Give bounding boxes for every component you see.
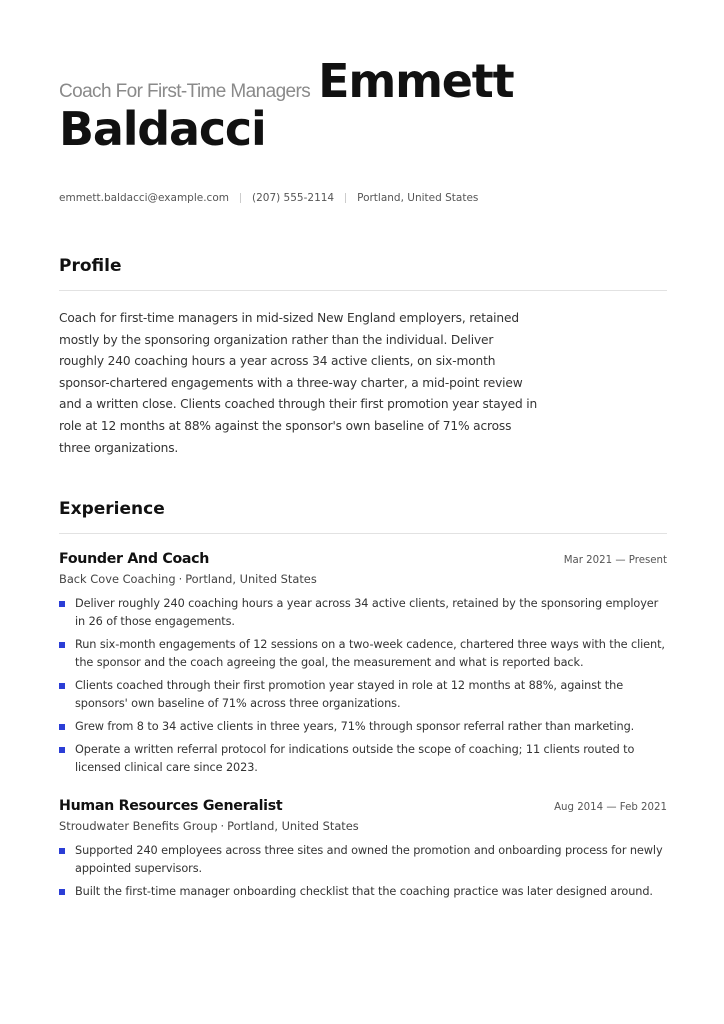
section-title-experience: Experience xyxy=(59,499,667,534)
resume-header xyxy=(59,54,667,156)
location: Portland, United States xyxy=(357,192,479,204)
square-bullet-icon xyxy=(59,601,65,607)
job-title: Human Resources Generalist xyxy=(59,798,283,815)
bullet-item: Clients coached through their first promotion year stayed in role at 12 months at 88%, against the sponsors' own baseline of 71% across three organizations. xyxy=(59,677,667,713)
square-bullet-icon xyxy=(59,642,65,648)
job-entry xyxy=(59,798,667,901)
contact-divider xyxy=(345,193,346,203)
job-bullets xyxy=(59,842,667,901)
email-address[interactable]: emmett.baldacci@example.com xyxy=(59,192,229,204)
job-entry xyxy=(59,551,667,777)
contact-line xyxy=(59,192,667,204)
bullet-item: Built the first-time manager onboarding checklist that the coaching practice was later designed around. xyxy=(59,883,667,901)
contact-divider xyxy=(240,193,241,203)
bullet-item: Run six-month engagements of 12 sessions on a two-week cadence, chartered three ways with the client, the sponsor and the coach agreeing the goal, the measurement and what is reported back. xyxy=(59,636,667,672)
job-organization xyxy=(59,572,667,586)
first-name: Emmett xyxy=(318,54,514,108)
job-title: Founder And Coach xyxy=(59,551,210,568)
job-bullets xyxy=(59,595,667,777)
job-location: Portland, United States xyxy=(227,819,359,834)
square-bullet-icon xyxy=(59,724,65,730)
profile-section xyxy=(59,256,667,459)
bullet-item: Operate a written referral protocol for indications outside the scope of coaching; 11 clients routed to licensed clinical care since 2023. xyxy=(59,741,667,777)
separator-dot: · xyxy=(178,572,183,587)
phone-number[interactable]: (207) 555-2114 xyxy=(251,192,335,204)
job-headline: Coach For First-Time Managers xyxy=(59,81,311,102)
square-bullet-icon xyxy=(59,747,65,753)
resume-page xyxy=(59,54,667,906)
job-location: Portland, United States xyxy=(185,572,317,587)
profile-summary: Coach for first-time managers in mid-sized New England employers, retained mostly by the sponsoring organization rather than the individual. Deliver roughly 240 coaching hours a year across 34 active clients, on six-month sponsor-chartered engagements with a three-way charter, a mid-point review and a written close. Clients coached through their first promotion year stayed in role at 12 months at 88% against the sponsor's own baseline of 71% across three organizations. xyxy=(59,311,538,455)
job-dates: Aug 2014 — Feb 2021 xyxy=(554,802,667,814)
square-bullet-icon xyxy=(59,889,65,895)
bullet-item: Supported 240 employees across three sites and owned the promotion and onboarding process for newly appointed supervisors. xyxy=(59,842,667,878)
bullet-item: Grew from 8 to 34 active clients in three years, 71% through sponsor referral rather than marketing. xyxy=(59,718,667,736)
section-title-profile: Profile xyxy=(59,256,667,291)
bullet-item: Deliver roughly 240 coaching hours a year across 34 active clients, retained by the sponsoring employer in 26 of those engagements. xyxy=(59,595,667,631)
job-organization xyxy=(59,819,667,833)
last-name: Baldacci xyxy=(59,102,266,156)
square-bullet-icon xyxy=(59,683,65,689)
job-dates: Mar 2021 — Present xyxy=(563,555,667,567)
experience-section xyxy=(59,499,667,901)
company-name: Back Cove Coaching xyxy=(59,572,176,587)
company-name: Stroudwater Benefits Group xyxy=(59,819,218,834)
separator-dot: · xyxy=(220,819,225,834)
square-bullet-icon xyxy=(59,848,65,854)
